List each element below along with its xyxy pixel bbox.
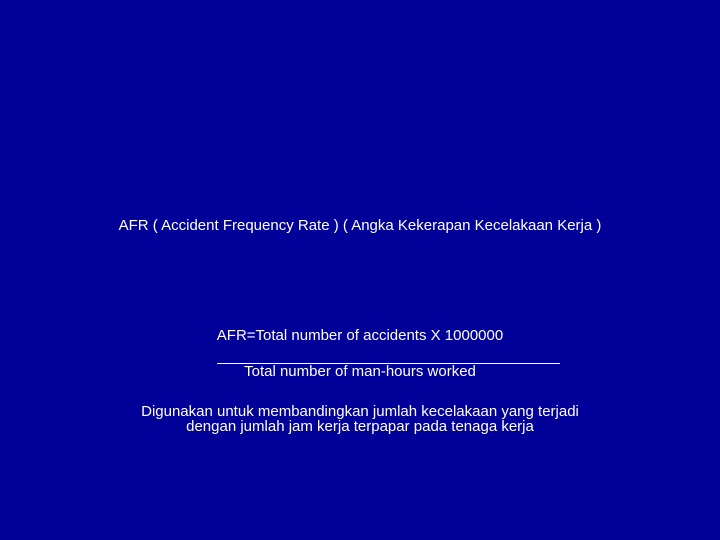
usage-note (0, 404, 720, 434)
slide-title: AFR ( Accident Frequency Rate ) ( Angka Kekerapan Kecelakaan Kerja ) (118, 217, 602, 234)
usage-note-line-1: Digunakan untuk membandingkan jumlah kecelakaan yang terjadi (141, 403, 579, 420)
formula-numerator: AFR=Total number of accidents X 1000000 (216, 327, 504, 344)
formula-denominator: Total number of man-hours worked (244, 363, 476, 380)
afr-formula (0, 327, 720, 381)
usage-note-line-2: dengan jumlah jam kerja terpapar pada tenaga kerja (186, 418, 534, 435)
